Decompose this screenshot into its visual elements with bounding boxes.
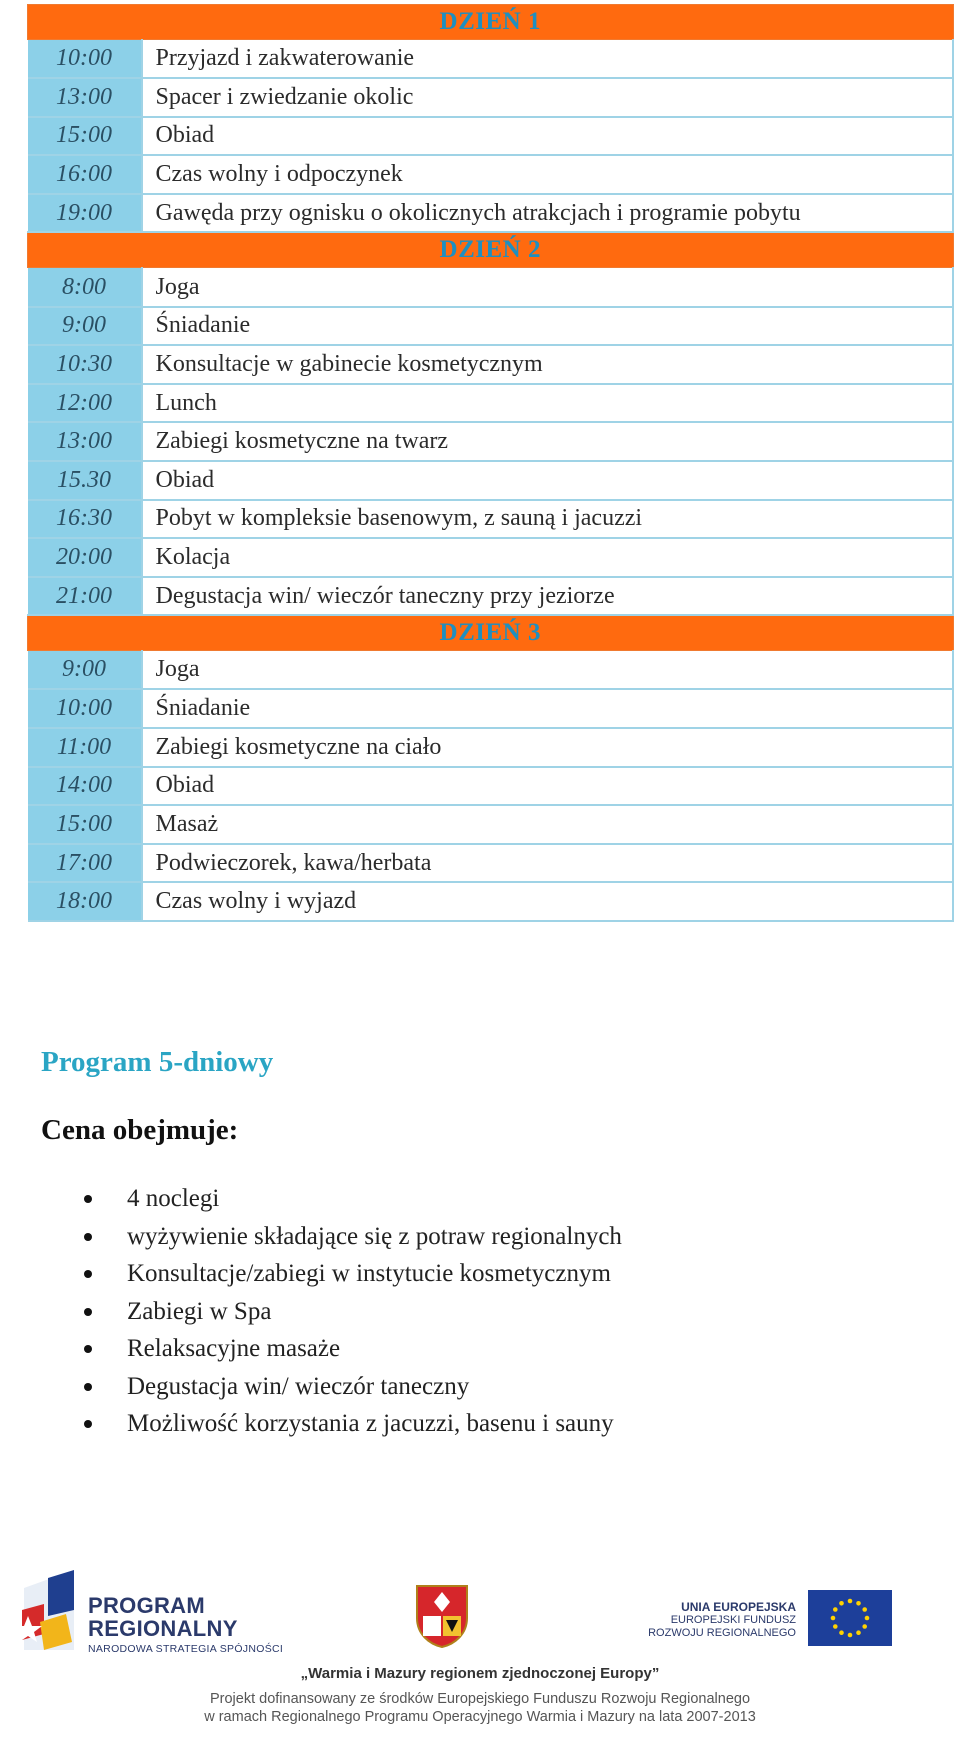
- bullet-icon: [84, 1233, 92, 1241]
- schedule-row: [28, 40, 954, 79]
- include-item-text: Zabiegi w Spa: [127, 1297, 272, 1325]
- schedule-row: [28, 345, 954, 384]
- schedule-time: 16:30: [28, 500, 142, 539]
- day-header-row: [28, 615, 954, 651]
- day-header-row: [28, 5, 954, 40]
- eu-logo-line1: UNIA EUROPEJSKA: [681, 1600, 796, 1614]
- eu-star-icon: [848, 1633, 853, 1638]
- schedule-row: [28, 689, 954, 728]
- eu-star-icon: [831, 1616, 836, 1621]
- schedule-time: 9:00: [28, 651, 142, 690]
- schedule-activity: Kolacja: [142, 538, 954, 577]
- schedule-activity: Joga: [142, 268, 954, 307]
- include-item-text: Relaksacyjne masaże: [127, 1335, 341, 1362]
- day-header: DZIEŃ 1: [28, 5, 954, 40]
- bullet-icon: [84, 1420, 92, 1428]
- schedule-activity: Śniadanie: [142, 307, 954, 346]
- eu-star-icon: [848, 1599, 853, 1604]
- include-item: [84, 1405, 622, 1443]
- schedule-time: 8:00: [28, 268, 142, 307]
- include-item: [84, 1330, 622, 1368]
- schedule-activity: Podwieczorek, kawa/herbata: [142, 844, 954, 883]
- schedule-row: [28, 422, 954, 461]
- slogan: „Warmia i Mazury regionem zjednoczonej Europy”: [300, 1665, 660, 1682]
- eu-logo-line3: ROZWOJU REGIONALNEGO: [648, 1627, 796, 1639]
- schedule-activity: Degustacja win/ wieczór taneczny przy jeziorze: [142, 577, 954, 616]
- schedule-row: [28, 805, 954, 844]
- schedule-table: [27, 4, 954, 922]
- program-logo-line3: NARODOWA STRATEGIA SPÓJNOŚCI: [88, 1643, 284, 1655]
- schedule-row: [28, 384, 954, 423]
- include-item-text: wyżywienie składające się z potraw regionalnych: [127, 1222, 622, 1250]
- include-item-text: Konsultacje/zabiegi w instytucie kosmetycznym: [127, 1260, 611, 1287]
- day-header: DZIEŃ 3: [28, 615, 954, 651]
- schedule-activity: Czas wolny i odpoczynek: [142, 155, 954, 194]
- schedule-activity: Masaż: [142, 805, 954, 844]
- include-item-text: Degustacja win/ wieczór taneczny: [127, 1372, 470, 1400]
- schedule-time: 15.30: [28, 461, 142, 500]
- program-logo-line2: REGIONALNY: [88, 1616, 238, 1641]
- schedule-time: 17:00: [28, 844, 142, 883]
- schedule-activity: Gawęda przy ognisku o okolicznych atrakcjach i programie pobytu: [142, 194, 954, 233]
- project-note: [0, 1690, 960, 1726]
- bullet-icon: [84, 1195, 92, 1203]
- program-regionalny-text: [88, 1594, 283, 1655]
- schedule-row: [28, 844, 954, 883]
- schedule-row: [28, 538, 954, 577]
- bullet-icon: [84, 1308, 92, 1316]
- schedule-row: [28, 728, 954, 767]
- day-header-row: [28, 232, 954, 268]
- day-header: DZIEŃ 2: [28, 232, 954, 268]
- schedule-activity: Pobyt w kompleksie basenowym, z sauną i jacuzzi: [142, 500, 954, 539]
- schedule-time: 15:00: [28, 117, 142, 156]
- include-item: [84, 1218, 622, 1256]
- schedule-row: [28, 194, 954, 233]
- schedule-activity: Zabiegi kosmetyczne na ciało: [142, 728, 954, 767]
- schedule-time: 19:00: [28, 194, 142, 233]
- schedule-time: 15:00: [28, 805, 142, 844]
- schedule-activity: Obiad: [142, 461, 954, 500]
- schedule-time: 13:00: [28, 78, 142, 117]
- schedule-activity: Lunch: [142, 384, 954, 423]
- schedule-row: [28, 461, 954, 500]
- schedule-time: 21:00: [28, 577, 142, 616]
- schedule-row: [28, 577, 954, 616]
- schedule-row: [28, 117, 954, 156]
- include-item: [84, 1180, 622, 1218]
- eu-star-icon: [856, 1630, 861, 1635]
- schedule-row: [28, 155, 954, 194]
- price-heading: Cena obejmuje:: [41, 1114, 239, 1146]
- program-logo-line1: PROGRAM: [88, 1593, 205, 1618]
- warmia-mazury-crest-icon: [415, 1584, 469, 1648]
- eu-star-icon: [856, 1601, 861, 1606]
- eu-star-icon: [862, 1624, 867, 1629]
- bullet-icon: [84, 1270, 92, 1278]
- schedule-row: [28, 651, 954, 690]
- schedule-activity: Śniadanie: [142, 689, 954, 728]
- schedule-row: [28, 767, 954, 806]
- schedule-row: [28, 500, 954, 539]
- schedule-row: [28, 307, 954, 346]
- schedule-time: 10:00: [28, 689, 142, 728]
- include-item: [84, 1293, 622, 1331]
- schedule-activity: Przyjazd i zakwaterowanie: [142, 40, 954, 79]
- eu-star-icon: [865, 1616, 870, 1621]
- schedule-activity: Joga: [142, 651, 954, 690]
- schedule-body: [28, 5, 954, 921]
- include-item-text: Możliwość korzystania z jacuzzi, basenu i sauny: [127, 1410, 614, 1437]
- schedule-activity: Spacer i zwiedzanie okolic: [142, 78, 954, 117]
- program-title: Program 5-dniowy: [41, 1046, 274, 1078]
- schedule-time: 13:00: [28, 422, 142, 461]
- bullet-icon: [84, 1345, 92, 1353]
- schedule-row: [28, 268, 954, 307]
- eu-star-icon: [862, 1607, 867, 1612]
- schedule-time: 18:00: [28, 882, 142, 921]
- schedule-row: [28, 78, 954, 117]
- schedule-time: 16:00: [28, 155, 142, 194]
- project-line-2: w ramach Regionalnego Programu Operacyjnego Warmia i Mazury na lata 2007-2013: [204, 1709, 756, 1725]
- price-includes-list: [84, 1180, 622, 1443]
- eu-logo-line2: EUROPEJSKI FUNDUSZ: [670, 1614, 796, 1626]
- eu-flag-icon: [808, 1590, 892, 1646]
- schedule-activity: Czas wolny i wyjazd: [142, 882, 954, 921]
- include-item: [84, 1368, 622, 1406]
- schedule-time: 10:30: [28, 345, 142, 384]
- eu-logo-text: [636, 1600, 796, 1640]
- eu-star-icon: [839, 1601, 844, 1606]
- footer: [0, 1560, 960, 1741]
- schedule-row: [28, 882, 954, 921]
- include-item-text: 4 noclegi: [127, 1185, 220, 1212]
- schedule-time: 14:00: [28, 767, 142, 806]
- schedule-activity: Zabiegi kosmetyczne na twarz: [142, 422, 954, 461]
- schedule-time: 12:00: [28, 384, 142, 423]
- schedule-time: 20:00: [28, 538, 142, 577]
- schedule-time: 9:00: [28, 307, 142, 346]
- eu-star-icon: [833, 1607, 838, 1612]
- bullet-icon: [84, 1383, 92, 1391]
- eu-star-icon: [839, 1630, 844, 1635]
- schedule-time: 11:00: [28, 728, 142, 767]
- schedule-activity: Obiad: [142, 117, 954, 156]
- eu-star-icon: [833, 1624, 838, 1629]
- include-item: [84, 1255, 622, 1293]
- schedule-activity: Obiad: [142, 767, 954, 806]
- project-line-1: Projekt dofinansowany ze środków Europejskiego Funduszu Rozwoju Regionalnego: [209, 1691, 751, 1707]
- schedule-activity: Konsultacje w gabinecie kosmetycznym: [142, 345, 954, 384]
- schedule-time: 10:00: [28, 40, 142, 79]
